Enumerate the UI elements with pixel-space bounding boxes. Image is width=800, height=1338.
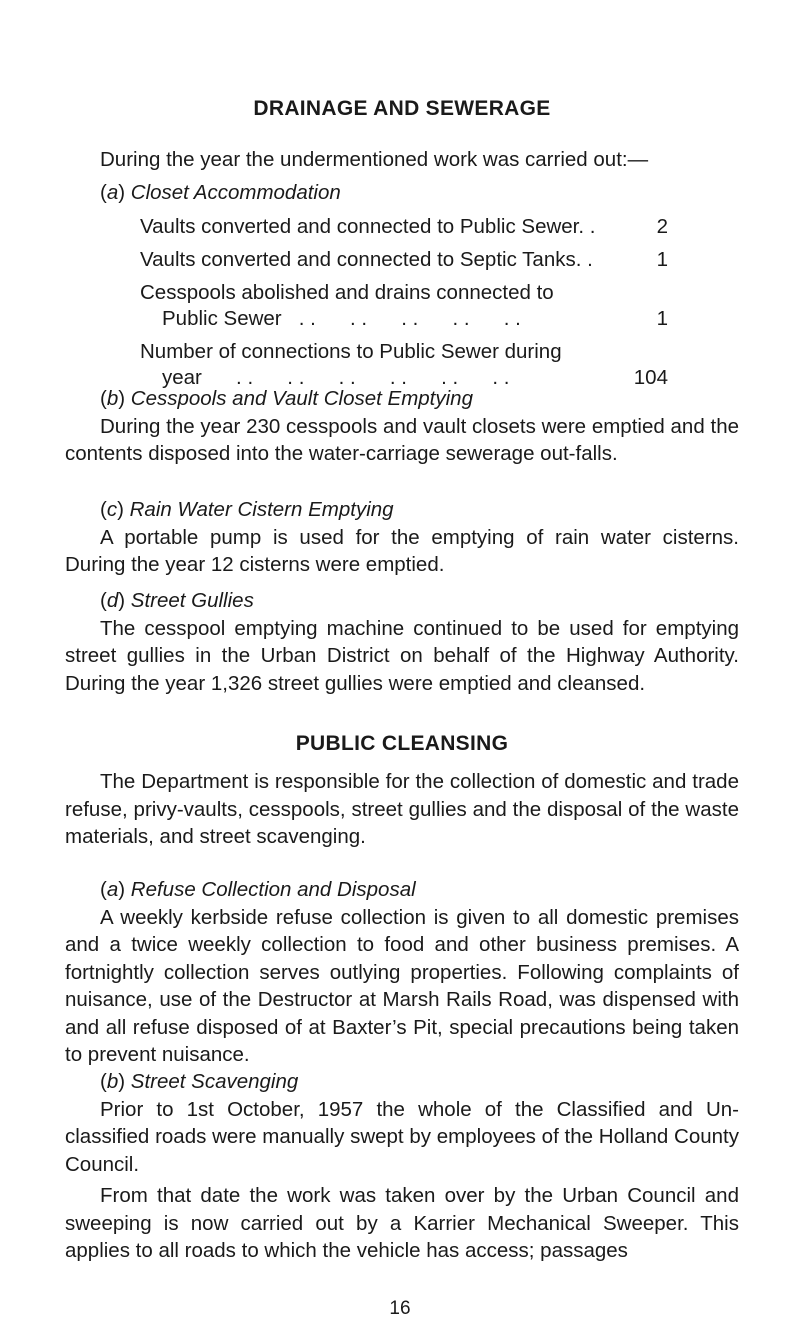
refuse-collection-section — [65, 876, 739, 1069]
drainage-heading-block — [65, 97, 739, 121]
section-text: From that date the work was taken over by the Urban Council and sweeping is now carried out by a Karrier Mechanical Sweeper. This applies to all roads to which the vehicle has access; passages — [65, 1184, 739, 1262]
section-text: Prior to 1st October, 1957 the whole of the Classified and Un-classified roads were manually swept by employees of the Holland County Council. — [65, 1097, 739, 1176]
closet-accommodation-list — [140, 214, 668, 391]
cleansing-heading: PUBLIC CLEANSING — [295, 732, 509, 755]
street-scavenging-section — [65, 1068, 739, 1265]
section-heading: (c) Rain Water Cistern Emptying — [100, 498, 394, 521]
street-gullies-section — [65, 587, 739, 697]
cleansing-heading-block — [65, 732, 739, 756]
cesspool-emptying-section — [65, 385, 739, 468]
list-item: Vaults converted and connected to Public Sewer. . 2 — [140, 215, 668, 238]
list-item: Cesspools abolished and drains connected to Public Sewer . . . . . . . . . . 1 — [140, 281, 668, 330]
section-text: The cesspool emptying machine continued to be used for emptying street gullies in the Urban District on behalf of the Highway Authority. During the year 1,326 street gullies were emptied and cleansed. — [65, 616, 739, 695]
cistern-emptying-section — [65, 496, 739, 579]
list-item: Vaults converted and connected to Septic Tanks. . 1 — [140, 248, 668, 271]
drainage-intro — [100, 146, 720, 174]
section-letter: a — [106, 181, 119, 204]
list-item: Number of connections to Public Sewer during year . . . . . . . . . . . . 104 — [140, 340, 668, 389]
cleansing-intro-text: The Department is responsible for the collection of domestic and trade refuse, privy-vaults, cesspools, street gullies and the disposal of the waste materials, and street scavenging. — [65, 770, 739, 848]
section-text: A portable pump is used for the emptying of rain water cisterns. During the year 12 cisterns were emptied. — [65, 525, 739, 576]
section-heading: (b) Cesspools and Vault Closet Emptying — [100, 387, 473, 410]
section-title: Closet Accommodation — [130, 181, 341, 204]
section-text: During the year 230 cesspools and vault closets were emptied and the contents disposed into the water-carriage sewerage out-falls. — [65, 414, 739, 465]
drainage-heading: DRAINAGE AND SEWERAGE — [253, 97, 551, 120]
drainage-intro-text: During the year the undermentioned work was carried out:— — [100, 148, 649, 171]
section-heading: (d) Street Gullies — [100, 589, 254, 612]
cleansing-intro — [65, 768, 739, 851]
section-heading: (a) Refuse Collection and Disposal — [100, 878, 416, 901]
closet-accommodation-heading: (a) Closet Accommodation — [100, 181, 341, 204]
section-heading: (b) Street Scavenging — [100, 1070, 299, 1093]
page-number: 16 — [389, 1298, 411, 1319]
section-text: A weekly kerbside refuse collection is given to all domestic premises and a twice weekly collection to food and other business premises. A fortnightly collection serves outlying properties. Following complaints of nuisance, use of the Destructor at Marsh Rails Road, was dispensed with and all refuse disposed of at Baxter’s Pit, special precautions being taken to prevent nuisance. — [65, 905, 739, 1066]
